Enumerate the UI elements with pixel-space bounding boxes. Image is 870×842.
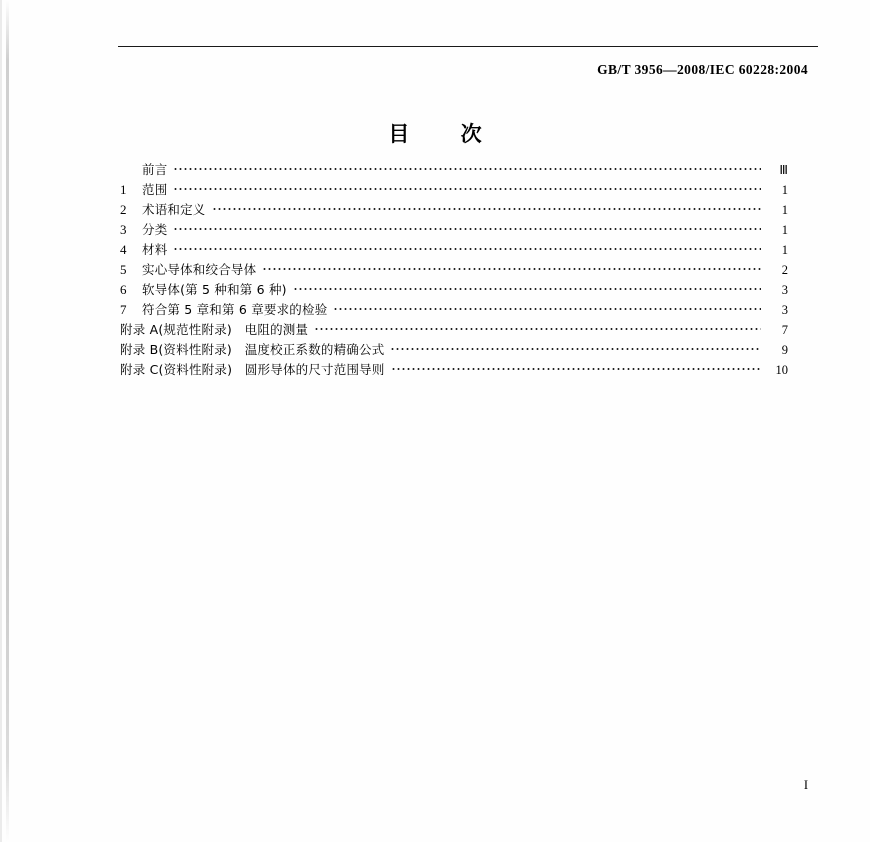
table-of-contents [120, 160, 788, 380]
toc-entry-label: 术语和定义 [142, 202, 206, 217]
toc-entry-label: 实心导体和绞合导体 [142, 262, 257, 277]
toc-entry-page: 1 [781, 243, 788, 257]
toc-entry-number: 2 [120, 202, 127, 217]
toc-leader-dots [173, 160, 761, 174]
toc-entry[interactable] [120, 220, 788, 240]
toc-entry-page: 9 [781, 343, 788, 357]
toc-entry-label: 符合第 5 章和第 6 章要求的检验 [142, 302, 328, 317]
page-number: I [803, 778, 808, 792]
toc-leader-dots [390, 340, 761, 354]
toc-entry-page: 1 [781, 223, 788, 237]
toc-entry-label: 附录 C(资料性附录) 圆形导体的尺寸范围导则 [120, 362, 385, 377]
toc-entry[interactable] [120, 280, 788, 300]
toc-entry-page: 2 [781, 263, 788, 277]
toc-leader-dots [391, 360, 761, 374]
toc-leader-dots [262, 260, 761, 274]
toc-entry-page: 1 [781, 203, 788, 217]
toc-leader-dots [173, 220, 761, 234]
toc-leader-dots [173, 240, 761, 254]
toc-entry-label: 材料 [142, 242, 168, 257]
standard-code: GB/T 3956—2008/IEC 60228:2004 [597, 62, 808, 77]
toc-entry-annex[interactable] [120, 340, 788, 360]
toc-leader-dots [314, 320, 761, 334]
toc-entry[interactable] [120, 300, 788, 320]
toc-entry-label: 附录 B(资料性附录) 温度校正系数的精确公式 [120, 342, 385, 357]
toc-entry-label: 软导体(第 5 种和第 6 种) [142, 282, 287, 297]
toc-entry[interactable] [120, 260, 788, 280]
toc-entry-page: Ⅲ [779, 163, 788, 177]
toc-entry-annex[interactable] [120, 360, 788, 380]
toc-entry-page: 3 [781, 283, 788, 297]
toc-entry-label: 范围 [142, 182, 168, 197]
toc-leader-dots [333, 300, 761, 314]
toc-entry-number: 7 [120, 302, 127, 317]
toc-entry-label: 分类 [142, 222, 168, 237]
toc-entry[interactable] [120, 160, 788, 180]
toc-entry-annex[interactable] [120, 320, 788, 340]
toc-entry[interactable] [120, 200, 788, 220]
page-title: 目 次 [388, 122, 504, 146]
toc-entry-page: 3 [781, 303, 788, 317]
toc-entry-page: 7 [781, 323, 788, 337]
toc-leader-dots [212, 200, 761, 214]
toc-leader-dots [173, 180, 761, 194]
toc-entry-number: 6 [120, 282, 127, 297]
toc-entry-page: 10 [775, 363, 788, 377]
toc-entry-number: 4 [120, 242, 127, 257]
toc-entry-page: 1 [781, 183, 788, 197]
toc-entry-number: 5 [120, 262, 127, 277]
toc-entry-number: 1 [120, 182, 127, 197]
toc-entry-label: 附录 A(规范性附录) 电阻的测量 [120, 322, 309, 337]
toc-entry-number: 3 [120, 222, 127, 237]
toc-entry[interactable] [120, 240, 788, 260]
toc-leader-dots [293, 280, 761, 294]
toc-entry-label: 前言 [142, 162, 168, 177]
header-rule [118, 46, 818, 47]
toc-entry[interactable] [120, 180, 788, 200]
